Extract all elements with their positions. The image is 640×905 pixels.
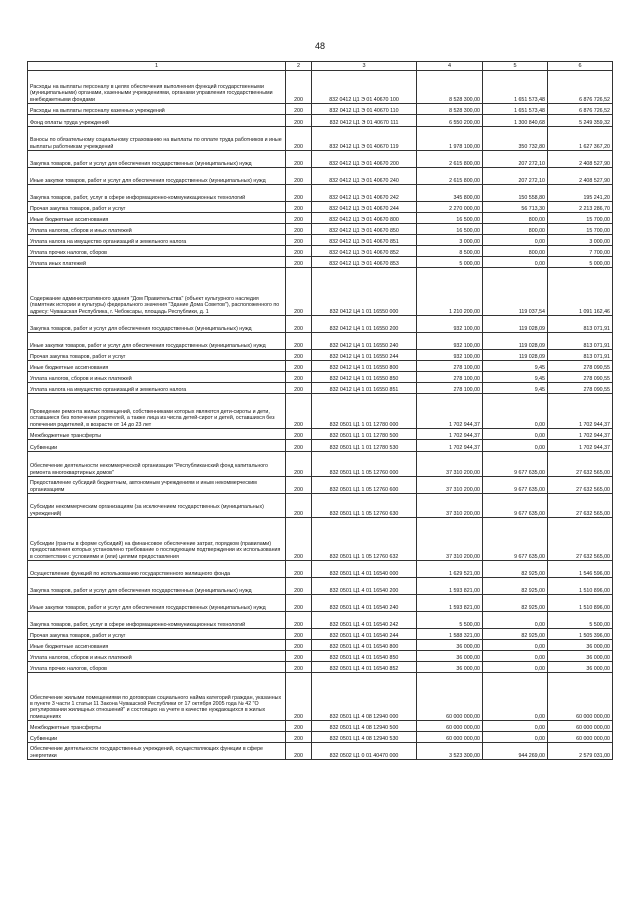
row-executed-cell: 82 925,00 [483,578,548,595]
row-code-cell: 200 [286,651,312,662]
row-name-cell: Уплата прочих налогов, сборов [28,662,286,673]
row-kbk-cell: 832 0412 Ц4 1 01 16550 800 [312,361,417,372]
row-executed-cell: 119 028,09 [483,350,548,361]
row-remaining-cell: 1 702 944,37 [548,394,613,429]
row-code-cell: 200 [286,494,312,518]
row-name-cell: Расходы на выплаты персоналу в целях обеспечения выполнения функций государственными (муниципальными) органами, казенными учреждениями, органами управления государственными внебюджетными фондами [28,71,286,104]
row-code-cell: 200 [286,202,312,213]
row-code-cell: 200 [286,452,312,477]
row-approved-cell: 37 310 200,00 [417,494,483,518]
row-name-cell: Субсидии некоммерческим организациям (за исключением государственных (муниципальных) учреждений) [28,494,286,518]
row-approved-cell: 1 593 821,00 [417,578,483,595]
row-approved-cell: 37 310 200,00 [417,518,483,561]
row-remaining-cell: 36 000,00 [548,662,613,673]
table-row [28,440,613,452]
row-executed-cell: 0,00 [483,429,548,440]
row-remaining-cell: 60 000 000,00 [548,673,613,721]
row-name-cell: Содержание административного здания "Дом Правительства" (объект культурного наследия (памятник истории и культуры) федерального значения "Здание Домa Советов"), расположенного по адресу: Чувашская Республика, г. Чебоксары, площадь Республики, д. 1 [28,268,286,316]
table-row [28,721,613,732]
table-row [28,595,613,612]
row-remaining-cell: 278 090,55 [548,361,613,372]
header-cell: 2 [286,62,312,71]
row-approved-cell: 36 000,00 [417,640,483,651]
row-name-cell: Иные закупки товаров, работ и услуг для обеспечения государственных (муниципальных) нужд [28,168,286,185]
row-remaining-cell: 813 071,91 [548,333,613,350]
row-name-cell: Осуществление функций по использованию государственного жилищного фонда [28,561,286,578]
table-row [28,168,613,185]
row-remaining-cell: 1 510 896,00 [548,595,613,612]
row-approved-cell: 1 629 521,00 [417,561,483,578]
row-kbk-cell: 832 0501 Ц1 4 01 16540 200 [312,578,417,595]
row-code-cell: 200 [286,394,312,429]
table-row [28,629,613,640]
row-kbk-cell: 832 0412 Ц1 Э 01 40670 111 [312,115,417,127]
row-approved-cell: 60 000 000,00 [417,673,483,721]
row-executed-cell: 800,00 [483,213,548,224]
row-code-cell: 200 [286,185,312,202]
row-kbk-cell: 832 0501 Ц1 4 01 16540 850 [312,651,417,662]
row-kbk-cell: 832 0412 Ц4 1 01 16550 200 [312,316,417,333]
row-name-cell: Уплата налогов, сборов и иных платежей [28,372,286,383]
row-approved-cell: 278 100,00 [417,383,483,394]
row-kbk-cell: 832 0501 Ц1 1 01 12780 530 [312,440,417,452]
row-code-cell: 200 [286,224,312,235]
row-name-cell: Закупка товаров, работ, услуг в сфере информационно-коммуникационных технологий [28,185,286,202]
row-approved-cell: 8 528 300,00 [417,104,483,115]
row-kbk-cell: 832 0501 Ц1 1 05 12760 000 [312,452,417,477]
table-row [28,518,613,561]
row-executed-cell: 944 269,00 [483,743,548,760]
row-approved-cell: 5 000,00 [417,257,483,268]
row-code-cell: 200 [286,477,312,494]
row-executed-cell: 0,00 [483,235,548,246]
table-header-row [28,62,613,71]
row-executed-cell: 0,00 [483,612,548,629]
table-row [28,115,613,127]
row-code-cell: 200 [286,350,312,361]
row-name-cell: Уплата налогов, сборов и иных платежей [28,224,286,235]
row-approved-cell: 278 100,00 [417,361,483,372]
row-approved-cell: 345 800,00 [417,185,483,202]
row-kbk-cell: 832 0412 Ц4 1 01 16550 851 [312,383,417,394]
row-kbk-cell: 832 0412 Ц4 1 01 16550 244 [312,350,417,361]
row-executed-cell: 9,45 [483,372,548,383]
row-name-cell: Прочая закупка товаров, работ и услуг [28,350,286,361]
row-approved-cell: 3 000,00 [417,235,483,246]
row-remaining-cell: 27 632 565,00 [548,477,613,494]
header-cell: 5 [483,62,548,71]
row-name-cell: Субсидии (гранты в форме субсидий) на финансовое обеспечение затрат, порядком (правилами) предоставления которых установлено требование о последующем подтверждении их использования в соответствии с условиями и (или) целями предоставления [28,518,286,561]
row-kbk-cell: 832 0412 Ц1 Э 01 40670 240 [312,168,417,185]
row-remaining-cell: 278 090,55 [548,372,613,383]
table-row [28,429,613,440]
row-code-cell: 200 [286,629,312,640]
row-remaining-cell: 36 000,00 [548,640,613,651]
row-name-cell: Уплата налога на имущество организаций и земельного налога [28,235,286,246]
row-kbk-cell: 832 0412 Ц1 Э 01 40670 100 [312,71,417,104]
row-approved-cell: 60 000 000,00 [417,721,483,732]
row-approved-cell: 278 100,00 [417,372,483,383]
table-row [28,477,613,494]
row-executed-cell: 82 925,00 [483,561,548,578]
row-remaining-cell: 27 632 565,00 [548,494,613,518]
row-code-cell: 200 [286,246,312,257]
row-approved-cell: 60 000 000,00 [417,732,483,743]
row-approved-cell: 1 702 944,37 [417,440,483,452]
row-kbk-cell: 832 0501 Ц1 4 01 16540 240 [312,595,417,612]
table-row [28,185,613,202]
row-name-cell: Закупка товаров, работ и услуг для обеспечения государственных (муниципальных) нужд [28,151,286,168]
table-row [28,662,613,673]
row-kbk-cell: 832 0501 Ц1 4 08 12940 530 [312,732,417,743]
row-name-cell: Межбюджетные трансферты [28,429,286,440]
row-executed-cell: 0,00 [483,257,548,268]
row-executed-cell: 207 272,10 [483,168,548,185]
table-row [28,612,613,629]
row-approved-cell: 37 310 200,00 [417,477,483,494]
row-kbk-cell: 832 0412 Ц1 Э 01 40670 110 [312,104,417,115]
row-approved-cell: 1 588 321,00 [417,629,483,640]
row-remaining-cell: 2 213 286,70 [548,202,613,213]
row-name-cell: Субвенции [28,440,286,452]
row-name-cell: Субвенции [28,732,286,743]
row-name-cell: Уплата прочих налогов, сборов [28,246,286,257]
table-row [28,316,613,333]
row-approved-cell: 1 593 821,00 [417,595,483,612]
row-code-cell: 200 [286,518,312,561]
row-name-cell: Уплата налогов, сборов и иных платежей [28,651,286,662]
row-name-cell: Обеспечение жилыми помещениями по договорам социального найма категорий граждан, указанных в пункте 3 части 1 статьи 11 Закона Чувашской Республики от 17 октября 2005 года № 42 "О регулировании жилищных отношений" и состоящих на учете в качестве нуждающихся в жилых помещениях [28,673,286,721]
row-code-cell: 200 [286,268,312,316]
row-kbk-cell: 832 0412 Ц1 Э 01 40670 852 [312,246,417,257]
row-kbk-cell: 832 0501 Ц1 4 08 12940 500 [312,721,417,732]
row-name-cell: Иные бюджетные ассигнования [28,361,286,372]
row-kbk-cell: 832 0501 Ц1 1 05 12760 600 [312,477,417,494]
row-approved-cell: 3 523 300,00 [417,743,483,760]
table-row [28,361,613,372]
page-number: 48 [314,41,325,51]
row-executed-cell: 82 925,00 [483,629,548,640]
row-approved-cell: 36 000,00 [417,651,483,662]
row-code-cell: 200 [286,316,312,333]
row-kbk-cell: 832 0412 Ц1 Э 01 40670 851 [312,235,417,246]
row-remaining-cell: 1 627 367,20 [548,127,613,151]
table-row [28,268,613,316]
row-kbk-cell: 832 0412 Ц1 Э 01 40670 119 [312,127,417,151]
row-name-cell: Обеспечение деятельности некоммерческой организации "Республиканский фонд капитального ремонта многоквартирных домов" [28,452,286,477]
row-executed-cell: 350 732,80 [483,127,548,151]
row-code-cell: 200 [286,257,312,268]
row-approved-cell: 1 702 944,37 [417,429,483,440]
table-row [28,494,613,518]
row-code-cell: 200 [286,213,312,224]
row-approved-cell: 1 978 100,00 [417,127,483,151]
row-code-cell: 200 [286,662,312,673]
row-remaining-cell: 15 700,00 [548,224,613,235]
table-row [28,452,613,477]
row-remaining-cell: 6 876 726,52 [548,71,613,104]
row-code-cell: 200 [286,127,312,151]
table-row [28,651,613,662]
row-kbk-cell: 832 0501 Ц1 1 05 12760 632 [312,518,417,561]
row-code-cell: 200 [286,595,312,612]
row-name-cell: Взносы по обязательному социальному страхованию на выплаты по оплате труда работников и иные выплаты работникам учреждений [28,127,286,151]
table-row [28,673,613,721]
row-kbk-cell: 832 0412 Ц1 Э 01 40670 200 [312,151,417,168]
row-code-cell: 200 [286,640,312,651]
row-executed-cell: 0,00 [483,662,548,673]
table-row [28,202,613,213]
row-executed-cell: 0,00 [483,651,548,662]
row-code-cell: 200 [286,151,312,168]
row-kbk-cell: 832 0501 Ц1 4 01 16540 244 [312,629,417,640]
row-kbk-cell: 832 0412 Ц4 1 01 16550 850 [312,372,417,383]
row-remaining-cell: 195 241,20 [548,185,613,202]
row-remaining-cell: 7 700,00 [548,246,613,257]
row-code-cell: 200 [286,115,312,127]
row-name-cell: Предоставление субсидий бюджетным, автономным учреждениям и иным некоммерческим организациям [28,477,286,494]
row-name-cell: Иные бюджетные ассигнования [28,213,286,224]
row-code-cell: 200 [286,578,312,595]
row-executed-cell: 800,00 [483,246,548,257]
row-remaining-cell: 27 632 565,00 [548,518,613,561]
row-approved-cell: 2 615 800,00 [417,168,483,185]
row-executed-cell: 9,45 [483,361,548,372]
row-kbk-cell: 832 0412 Ц4 1 01 16550 240 [312,333,417,350]
row-executed-cell: 9 677 635,00 [483,494,548,518]
table-row [28,732,613,743]
row-remaining-cell: 1 510 896,00 [548,578,613,595]
row-kbk-cell: 832 0412 Ц1 Э 01 40670 244 [312,202,417,213]
row-executed-cell: 82 925,00 [483,595,548,612]
row-name-cell: Закупка товаров, работ и услуг для обеспечения государственных (муниципальных) нужд [28,578,286,595]
row-kbk-cell: 832 0502 Ц1 0 01 40470 000 [312,743,417,760]
table-row [28,235,613,246]
table-row [28,127,613,151]
row-code-cell: 200 [286,561,312,578]
row-name-cell: Прочая закупка товаров, работ и услуг [28,629,286,640]
row-remaining-cell: 813 071,91 [548,316,613,333]
header-cell: 6 [548,62,613,71]
table-row [28,561,613,578]
row-kbk-cell: 832 0412 Ц1 Э 01 40670 850 [312,224,417,235]
row-name-cell: Прочая закупка товаров, работ и услуг [28,202,286,213]
table-row [28,224,613,235]
row-remaining-cell: 5 000,00 [548,257,613,268]
row-approved-cell: 8 528 300,00 [417,71,483,104]
row-remaining-cell: 5 249 359,32 [548,115,613,127]
row-code-cell: 200 [286,168,312,185]
row-name-cell: Обеспечение деятельности государственных учреждений, осуществляющих функции в сфере энергетики [28,743,286,760]
header-cell: 3 [312,62,417,71]
row-remaining-cell: 36 000,00 [548,651,613,662]
row-remaining-cell: 1 546 596,00 [548,561,613,578]
row-approved-cell: 5 500,00 [417,612,483,629]
row-remaining-cell: 278 090,55 [548,383,613,394]
table-row [28,257,613,268]
row-kbk-cell: 832 0501 Ц1 4 01 16540 800 [312,640,417,651]
row-code-cell: 200 [286,429,312,440]
row-kbk-cell: 832 0501 Ц1 4 01 16540 242 [312,612,417,629]
row-kbk-cell: 832 0412 Ц1 Э 01 40670 800 [312,213,417,224]
table-row [28,383,613,394]
row-name-cell: Уплата иных платежей [28,257,286,268]
row-name-cell: Расходы на выплаты персоналу казенных учреждений [28,104,286,115]
row-remaining-cell: 6 876 726,52 [548,104,613,115]
row-approved-cell: 2 615 800,00 [417,151,483,168]
table-row [28,213,613,224]
row-approved-cell: 36 000,00 [417,662,483,673]
row-remaining-cell: 60 000 000,00 [548,732,613,743]
row-code-cell: 200 [286,721,312,732]
row-kbk-cell: 832 0501 Ц1 1 01 12780 500 [312,429,417,440]
row-kbk-cell: 832 0501 Ц1 1 05 12760 630 [312,494,417,518]
row-executed-cell: 1 651 573,48 [483,104,548,115]
row-kbk-cell: 832 0412 Ц1 Э 01 40670 242 [312,185,417,202]
row-executed-cell: 9 677 635,00 [483,518,548,561]
row-executed-cell: 56 713,30 [483,202,548,213]
row-executed-cell: 0,00 [483,721,548,732]
row-approved-cell: 16 500,00 [417,213,483,224]
row-approved-cell: 6 550 200,00 [417,115,483,127]
row-remaining-cell: 1 702 944,37 [548,440,613,452]
row-code-cell: 200 [286,673,312,721]
row-executed-cell: 9,45 [483,383,548,394]
table-row [28,350,613,361]
row-executed-cell: 119 028,09 [483,333,548,350]
table-row [28,333,613,350]
row-name-cell: Закупка товаров, работ, услуг в сфере информационно-коммуникационных технологий [28,612,286,629]
row-kbk-cell: 832 0412 Ц1 Э 01 40670 853 [312,257,417,268]
row-name-cell: Уплата налога на имущество организаций и земельного налога [28,383,286,394]
row-executed-cell: 0,00 [483,640,548,651]
table-row [28,394,613,429]
table-row [28,372,613,383]
row-name-cell: Проведение ремонта жилых помещений, собственниками которых являются дети-сироты и дети, оставшиеся без попечения родителей, а также лица из числа детей-сирот и детей, оставшихся без попечения родителей, в возрасте от 14 до 23 лет [28,394,286,429]
row-approved-cell: 16 500,00 [417,224,483,235]
budget-execution-table [27,61,613,760]
row-kbk-cell: 832 0501 Ц1 4 08 12940 000 [312,673,417,721]
row-kbk-cell: 832 0412 Ц4 1 01 16550 000 [312,268,417,316]
row-remaining-cell: 15 700,00 [548,213,613,224]
row-executed-cell: 0,00 [483,673,548,721]
row-name-cell: Иные бюджетные ассигнования [28,640,286,651]
row-name-cell: Иные закупки товаров, работ и услуг для обеспечения государственных (муниципальных) нужд [28,333,286,350]
row-remaining-cell: 27 632 565,00 [548,452,613,477]
table-row [28,104,613,115]
row-executed-cell: 119 037,54 [483,268,548,316]
row-remaining-cell: 1 091 162,46 [548,268,613,316]
row-code-cell: 200 [286,361,312,372]
row-remaining-cell: 60 000 000,00 [548,721,613,732]
row-remaining-cell: 2 579 031,00 [548,743,613,760]
row-name-cell: Закупка товаров, работ и услуг для обеспечения государственных (муниципальных) нужд [28,316,286,333]
row-code-cell: 200 [286,104,312,115]
row-executed-cell: 9 677 635,00 [483,477,548,494]
row-kbk-cell: 832 0501 Ц1 1 01 12780 000 [312,394,417,429]
row-code-cell: 200 [286,333,312,350]
row-executed-cell: 800,00 [483,224,548,235]
table-row [28,578,613,595]
row-kbk-cell: 832 0501 Ц1 4 01 16540 852 [312,662,417,673]
row-executed-cell: 150 558,80 [483,185,548,202]
row-code-cell: 200 [286,440,312,452]
row-name-cell: Межбюджетные трансферты [28,721,286,732]
table-row [28,71,613,104]
row-approved-cell: 932 100,00 [417,350,483,361]
row-code-cell: 200 [286,612,312,629]
row-approved-cell: 1 702 944,37 [417,394,483,429]
row-approved-cell: 37 310 200,00 [417,452,483,477]
row-approved-cell: 2 270 000,00 [417,202,483,213]
row-approved-cell: 932 100,00 [417,316,483,333]
table-row [28,151,613,168]
row-name-cell: Фонд оплаты труда учреждений [28,115,286,127]
row-executed-cell: 1 651 573,48 [483,71,548,104]
table-row [28,246,613,257]
row-approved-cell: 1 210 200,00 [417,268,483,316]
row-executed-cell: 0,00 [483,732,548,743]
header-cell: 1 [28,62,286,71]
row-executed-cell: 9 677 635,00 [483,452,548,477]
row-executed-cell: 119 028,09 [483,316,548,333]
row-executed-cell: 0,00 [483,440,548,452]
row-remaining-cell: 2 408 527,90 [548,151,613,168]
table-row [28,640,613,651]
row-approved-cell: 932 100,00 [417,333,483,350]
row-approved-cell: 8 500,00 [417,246,483,257]
row-remaining-cell: 1 505 396,00 [548,629,613,640]
row-remaining-cell: 2 408 527,90 [548,168,613,185]
row-remaining-cell: 813 071,91 [548,350,613,361]
row-code-cell: 200 [286,383,312,394]
row-remaining-cell: 5 500,00 [548,612,613,629]
row-executed-cell: 0,00 [483,394,548,429]
row-code-cell: 200 [286,71,312,104]
header-cell: 4 [417,62,483,71]
table-row [28,743,613,760]
row-code-cell: 200 [286,743,312,760]
row-code-cell: 200 [286,732,312,743]
row-executed-cell: 1 300 840,68 [483,115,548,127]
row-code-cell: 200 [286,372,312,383]
row-kbk-cell: 832 0501 Ц1 4 01 16540 000 [312,561,417,578]
row-code-cell: 200 [286,235,312,246]
row-executed-cell: 207 272,10 [483,151,548,168]
row-remaining-cell: 3 000,00 [548,235,613,246]
row-name-cell: Иные закупки товаров, работ и услуг для обеспечения государственных (муниципальных) нужд [28,595,286,612]
row-remaining-cell: 1 702 944,37 [548,429,613,440]
